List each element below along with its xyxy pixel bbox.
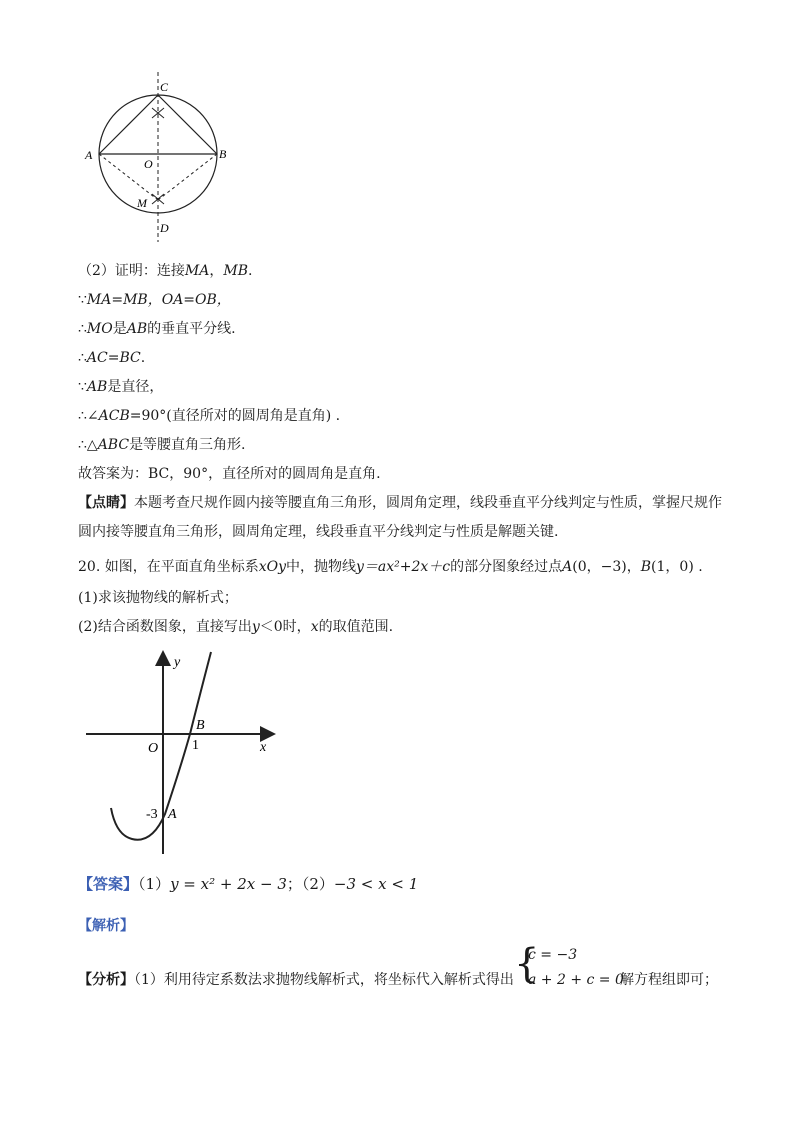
proof-line-6: ∴∠ACB=90°(直径所对的圆周角是直角) . [78,408,341,424]
proof-line-7: ∴△ABC是等腰直角三角形. [78,437,246,453]
question-part-2: (2)结合函数图象，直接写出y＜0时，x的取值范围. [78,619,394,635]
answer-tag: 【答案】 [78,875,139,893]
comment-line-1: 【点睛】本题考查尺规作圆内接等腰直角三角形，圆周角定理，线段垂直平分线判定与性质，掌握尺规作 [78,495,722,511]
label-m: M [137,196,147,210]
graph-label-x: x [260,740,267,755]
proof-line-1: （2）证明：连接MA，MB. [78,263,253,279]
comment-line-2: 圆内接等腰直角三角形，圆周角定理，线段垂直平分线判定与性质是解题关键. [78,524,559,540]
comment-tag: 【点睛】 [78,495,134,511]
fenxi-line-end: 解方程组即可； [620,972,718,988]
analysis-tag: 【解析】 [78,918,134,934]
fenxi-tag: 【分析】 [78,972,134,988]
equation-system-brace: { [514,941,540,987]
answer-eq-1: y = x² + 2x − 3 [170,875,287,893]
proof-line-5: ∵AB是直径， [78,379,164,395]
graph-label-1: 1 [192,738,199,753]
question-stem: 20. 如图，在平面直角坐标系xOy中，抛物线y＝ax²+2x＋c的部分图象经过点A(0，−3)，B(1，0) . [78,559,703,575]
proof-line-4: ∴AC=BC. [78,350,146,366]
proof-line-8: 故答案为：BC，90°，直径所对的圆周角是直角. [78,466,381,482]
graph-label-o: O [148,741,159,756]
graph-label-a: A [168,807,177,822]
label-c: C [160,80,169,94]
equation-system-line-1: c = −3 [528,947,578,963]
label-o: O [144,157,153,171]
graph-label-b: B [196,718,205,733]
label-b: B [219,147,227,161]
answer-eq-2: −3 < x < 1 [333,875,419,893]
graph-label-neg3: -3 [146,807,158,822]
equation-system-line-2: a + 2 + c = 0 [528,972,624,988]
label-a: A [85,148,93,162]
circle-figure [82,72,232,244]
parabola-graph [86,648,282,858]
proof-line-2: ∵MA=MB，OA=OB， [78,292,231,308]
label-d: D [160,221,169,235]
answer-line: 【答案】（1）y = x² + 2x − 3；（2）−3 < x < 1 [78,875,419,893]
fenxi-line: 【分析】（1）利用待定系数法求抛物线解析式，将坐标代入解析式得出 [78,972,514,988]
graph-label-y: y [174,655,181,670]
question-part-1: (1)求该抛物线的解析式； [78,590,238,606]
proof-line-3: ∴MO是AB的垂直平分线. [78,321,236,337]
